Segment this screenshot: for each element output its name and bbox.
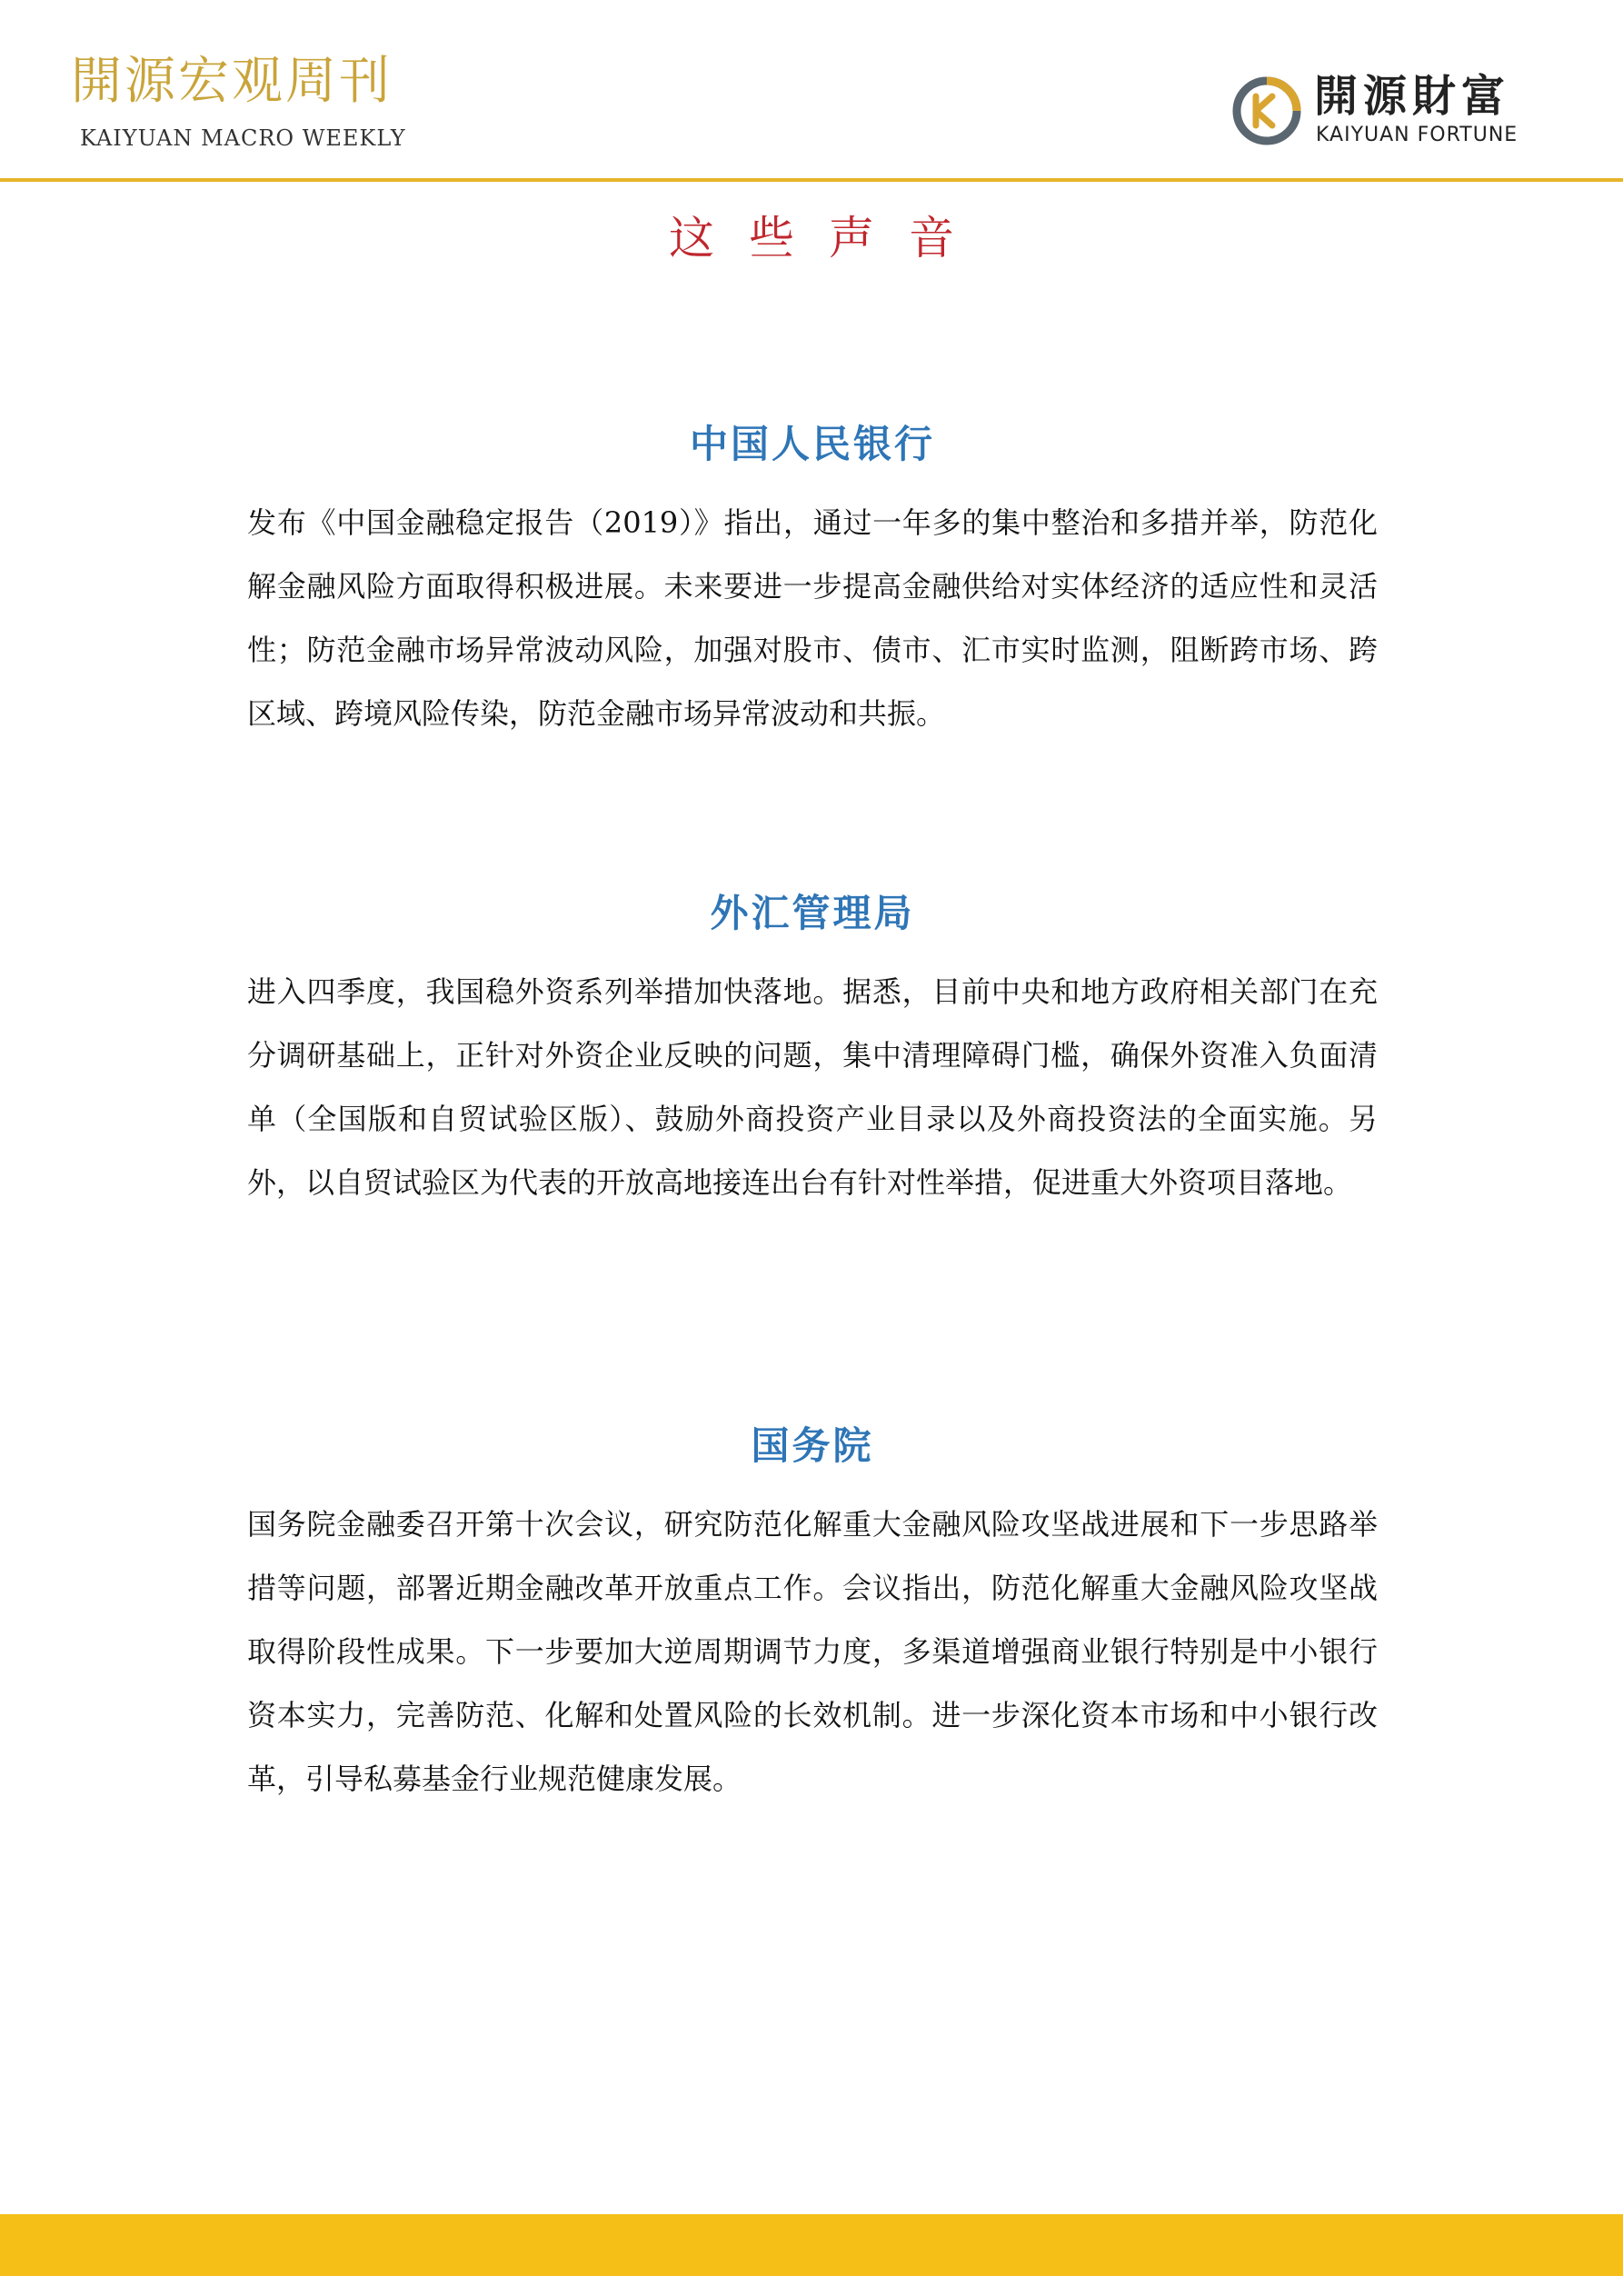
logo-chinese-text: 開源財富 (1314, 71, 1511, 122)
section-title: 中国人民银行 (689, 422, 935, 466)
page-header (0, 0, 1623, 182)
publication-subtitle: KAIYUAN MACRO WEEKLY (80, 125, 406, 151)
section-state-council (247, 1423, 1378, 1811)
section-title: 国务院 (751, 1423, 874, 1468)
section-safe (247, 891, 1378, 1214)
section-title: 外汇管理局 (710, 891, 915, 935)
section-body: 进入四季度，我国稳外资系列举措加快落地。据悉，目前中央和地方政府相关部门在充分调研基础上，正针对外资企业反映的问题，集中清理障碍门槛，确保外资准入负面清单（全国版和自贸试验区版）、鼓励外商投资产业目录以及外商投资法的全面实施。另外，以自贸试验区为代表的开放高地接连出台有针对性举措，促进重大外资项目落地。 (247, 974, 1378, 1201)
header-divider (0, 178, 1623, 182)
section-pboc (247, 422, 1378, 745)
company-logo (1232, 71, 1550, 149)
footer-bar (0, 2214, 1623, 2276)
page-title: 这些声音 (669, 212, 989, 265)
publication-title: 開源宏观周刊 (71, 52, 393, 111)
section-body: 国务院金融委召开第十次会议，研究防范化解重大金融风险攻坚战进展和下一步思路举措等问题，部署近期金融改革开放重点工作。会议指出，防范化解重大金融风险攻坚战取得阶段性成果。下一步要加大逆周期调节力度，多渠道增强商业银行特别是中小银行资本实力，完善防范、化解和处置风险的长效机制。进一步深化资本市场和中小银行改革，引导私募基金行业规范健康发展。 (247, 1507, 1378, 1797)
section-body: 发布《中国金融稳定报告（2019）》指出，通过一年多的集中整治和多措并举，防范化解金融风险方面取得积极进展。未来要进一步提高金融供给对实体经济的适应性和灵活性；防范金融市场异常波动风险，加强对股市、债市、汇市实时监测，阻断跨市场、跨区域、跨境风险传染，防范金融市场异常波动和共振。 (247, 505, 1378, 732)
kaiyuan-logo-icon (1232, 76, 1301, 145)
logo-english-text: KAIYUAN FORTUNE (1316, 124, 1518, 146)
